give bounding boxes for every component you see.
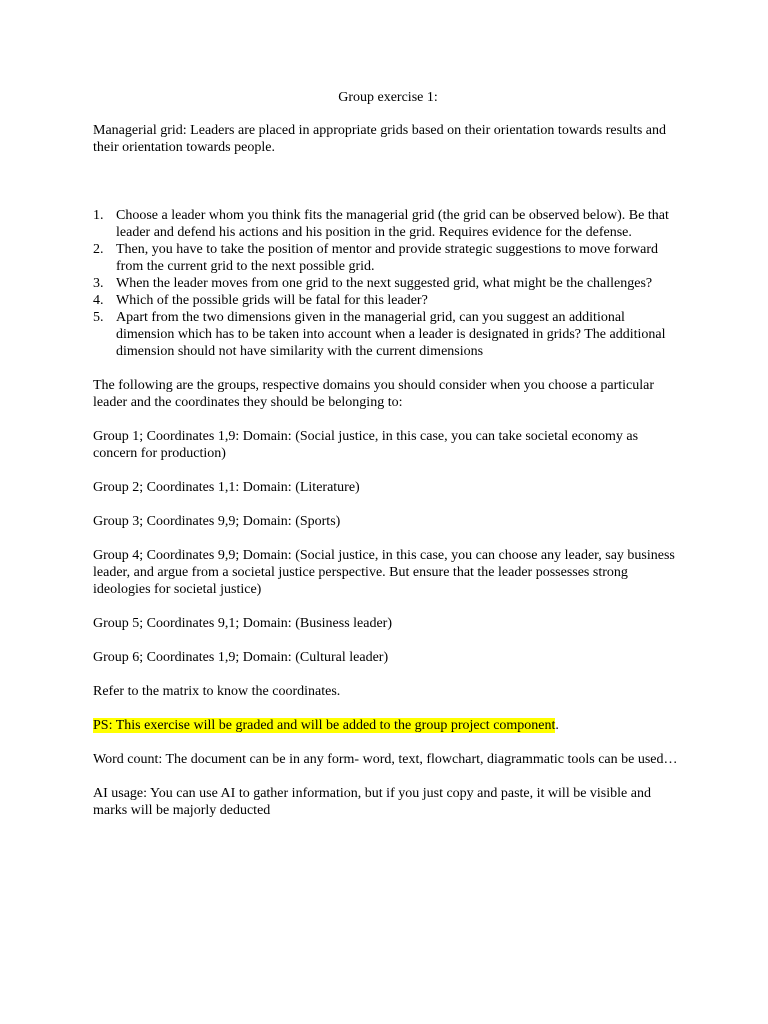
ai-usage-paragraph: AI usage: You can use AI to gather information, but if you just copy and paste, it will be visible and marks will be majorly deducted: [93, 786, 651, 818]
ps-highlighted-text: PS: This exercise will be graded and will be added to the group project component: [93, 718, 556, 733]
task-text: Choose a leader whom you think fits the managerial grid (the grid can be observed below). Be that leader and defend his actions and his position in the grid. Requires evidence for the defense.: [116, 208, 669, 240]
task-text: Apart from the two dimensions given in the managerial grid, can you suggest an additional dimension which has to be taken into account when a leader is designated in grids? The additional dimension should not have similarity with the current dimensions: [116, 310, 666, 359]
task-number: 3.: [93, 276, 104, 291]
task-number: 4.: [93, 293, 104, 308]
task-item: [93, 241, 683, 275]
word-count-paragraph: Word count: The document can be in any form- word, text, flowchart, diagrammatic tools can be used…: [93, 752, 678, 767]
group-entry: Group 5; Coordinates 9,1; Domain: (Business leader): [93, 616, 393, 631]
group-entry: Group 4; Coordinates 9,9; Domain: (Social justice, in this case, you can choose any leader, say business leader, and argue from a societal justice perspective. But ensure that the leader possesses strong ideologies for societal justice): [93, 548, 675, 597]
task-item: [93, 275, 683, 292]
group-entry: Group 1; Coordinates 1,9: Domain: (Social justice, in this case, you can take societal economy as concern for production): [93, 429, 639, 461]
group-entry: Group 6; Coordinates 1,9; Domain: (Cultural leader): [93, 650, 389, 665]
task-number: 2.: [93, 242, 104, 257]
ps-note: [93, 717, 683, 734]
document-page: [93, 89, 683, 836]
intro-paragraph: Managerial grid: Leaders are placed in appropriate grids based on their orientation towards results and their orientation towards people.: [93, 123, 667, 155]
task-item: [93, 309, 683, 360]
groups-intro-paragraph: The following are the groups, respective domains you should consider when you choose a particular leader and the coordinates they should be belonging to:: [93, 378, 655, 410]
task-number: 5.: [93, 310, 104, 325]
task-text: Which of the possible grids will be fatal for this leader?: [116, 293, 428, 308]
group-entry: Group 2; Coordinates 1,1: Domain: (Literature): [93, 480, 360, 495]
matrix-note: Refer to the matrix to know the coordinates.: [93, 684, 341, 699]
document-title: Group exercise 1:: [338, 90, 438, 105]
task-text: Then, you have to take the position of mentor and provide strategic suggestions to move forward from the current grid to the next possible grid.: [116, 242, 658, 274]
task-item: [93, 292, 683, 309]
task-text: When the leader moves from one grid to the next suggested grid, what might be the challenges?: [116, 276, 653, 291]
task-item: [93, 207, 683, 241]
group-entry: Group 3; Coordinates 9,9; Domain: (Sports): [93, 514, 341, 529]
task-list: [93, 207, 683, 360]
ps-trailing-period: .: [555, 718, 559, 733]
task-number: 1.: [93, 208, 104, 223]
